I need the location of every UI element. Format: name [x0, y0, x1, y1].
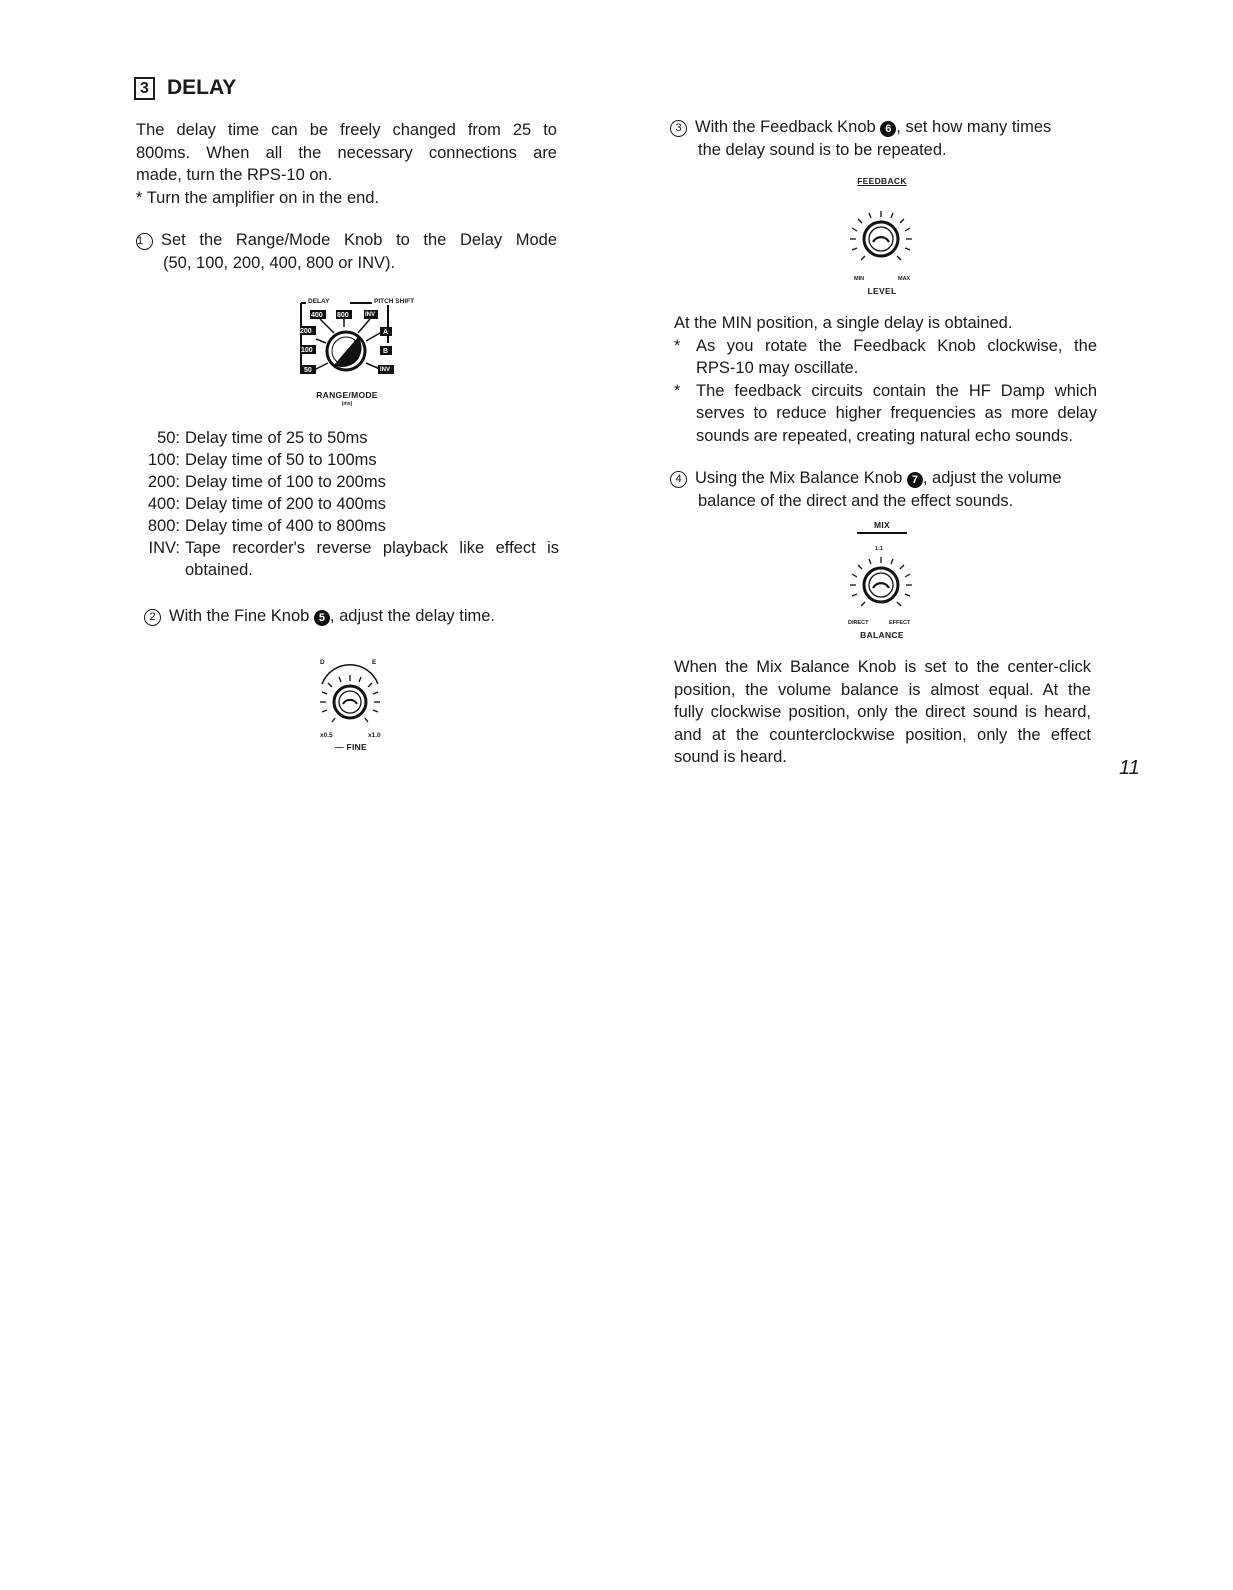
range-mode-knob-figure [292, 293, 428, 413]
intro-note: * Turn the amplifier on in the end. [136, 188, 380, 207]
range-200: 200 [300, 328, 312, 335]
bullet-item: * As you rotate the Feedback Knob clockwise, the RPS-10 may oscillate. [674, 336, 1097, 377]
step-number: 4 [670, 471, 687, 488]
range-mode-caption: RANGE/MODE [316, 390, 378, 400]
fine-max: x1.0 [368, 732, 381, 739]
step-text: Using the Mix Balance Knob [695, 469, 903, 487]
knob-number-badge: 6 [880, 121, 896, 137]
step-4 [670, 467, 1095, 512]
feedback-knob-icon [837, 206, 927, 276]
range-inv: INV [365, 312, 376, 318]
feedback-max: MAX [898, 276, 911, 282]
delay-label: DELAY [308, 298, 330, 305]
pitch-a: A [383, 329, 389, 336]
step-text: , adjust the volume [922, 469, 1062, 487]
step-number: 3 [670, 120, 687, 137]
range-400: 400 [311, 312, 323, 319]
mix-direct: DIRECT [848, 620, 869, 626]
intro-line: made, turn the RPS-10 on. [136, 166, 333, 184]
mix-knob-figure [837, 520, 927, 646]
list-item: 800: Delay time of 400 to 800ms [147, 517, 386, 535]
range-mode-knob-icon [292, 293, 428, 377]
range-50: 50 [304, 367, 312, 374]
bullet-item: * The feedback circuits contain the HF Damp which serves to reduce higher frequencies as more delay sounds are repeated, creating natural echo sounds. [674, 381, 1097, 445]
list-item: INV: Tape recorder's reverse playback like effect is obtained. [148, 539, 559, 579]
fine-knob-icon [306, 662, 396, 732]
mix-knob-icon [837, 554, 927, 620]
range-list [134, 427, 559, 581]
step-text: With the Feedback Knob [695, 118, 876, 136]
range-100: 100 [301, 347, 313, 354]
feedback-notes [674, 312, 1097, 447]
mix-effect: EFFECT [889, 620, 911, 626]
knob-number-badge: 5 [314, 610, 330, 626]
feedback-paragraph: At the MIN position, a single delay is obtained. [674, 314, 1013, 332]
step-3 [670, 116, 1095, 161]
fine-top-left: D [320, 659, 325, 666]
feedback-min: MIN [854, 276, 865, 282]
knob-number-badge: 7 [907, 472, 923, 488]
fine-top-right: E [372, 659, 377, 666]
section-heading [134, 76, 236, 100]
section-number: 3 [134, 77, 155, 100]
list-item: 50: Delay time of 25 to 50ms [157, 429, 368, 447]
step-1 [136, 229, 557, 274]
range-mode-unit: (ms) [341, 401, 353, 407]
list-item: 200: Delay time of 100 to 200ms [147, 473, 386, 491]
range-800: 800 [337, 312, 349, 319]
pitch-inv: INV [380, 367, 391, 373]
feedback-title: FEEDBACK [857, 176, 907, 186]
step-text: (50, 100, 200, 400, 800 or INV). [163, 253, 396, 272]
mix-caption: BALANCE [860, 630, 904, 640]
fine-min: x0.5 [320, 732, 333, 739]
step-text: the delay sound is to be repeated. [698, 140, 947, 159]
feedback-caption: LEVEL [867, 286, 897, 296]
intro-paragraph [136, 119, 557, 209]
fine-caption: — FINE [334, 742, 368, 752]
pitch-b: B [383, 348, 389, 355]
mix-title-rule [857, 532, 907, 534]
step-number: 1 [136, 233, 153, 250]
section-title: DELAY [167, 76, 237, 99]
step-text: , set how many times [896, 118, 1052, 136]
mix-title: MIX [873, 520, 890, 530]
page-number: 11 [1119, 757, 1140, 779]
mix-center: 1:1 [875, 546, 883, 552]
step-2 [144, 605, 564, 628]
pitch-shift-label: PITCH SHIFT [374, 298, 415, 305]
step-text: balance of the direct and the effect sounds. [698, 491, 1014, 510]
step-text: , adjust the delay time. [329, 607, 496, 625]
feedback-knob-figure [837, 176, 927, 302]
intro-line: The delay time can be freely changed from 25 to [136, 121, 557, 139]
mix-paragraph: When the Mix Balance Knob is set to the center-click position, the volume balance is almost equal. At the fully clockwise position, only the direct sound is heard, and at the counterclockwise position, only the effect sound is heard. [674, 658, 1091, 766]
fine-knob-figure [306, 656, 396, 756]
step-text: Set the Range/Mode Knob to the Delay Mode [161, 231, 557, 249]
list-item: 100: Delay time of 50 to 100ms [147, 451, 377, 469]
intro-line: 800ms. When all the necessary connections are [136, 143, 557, 162]
step-number: 2 [144, 609, 161, 626]
list-item: 400: Delay time of 200 to 400ms [147, 495, 386, 513]
step-text: With the Fine Knob [169, 607, 310, 625]
